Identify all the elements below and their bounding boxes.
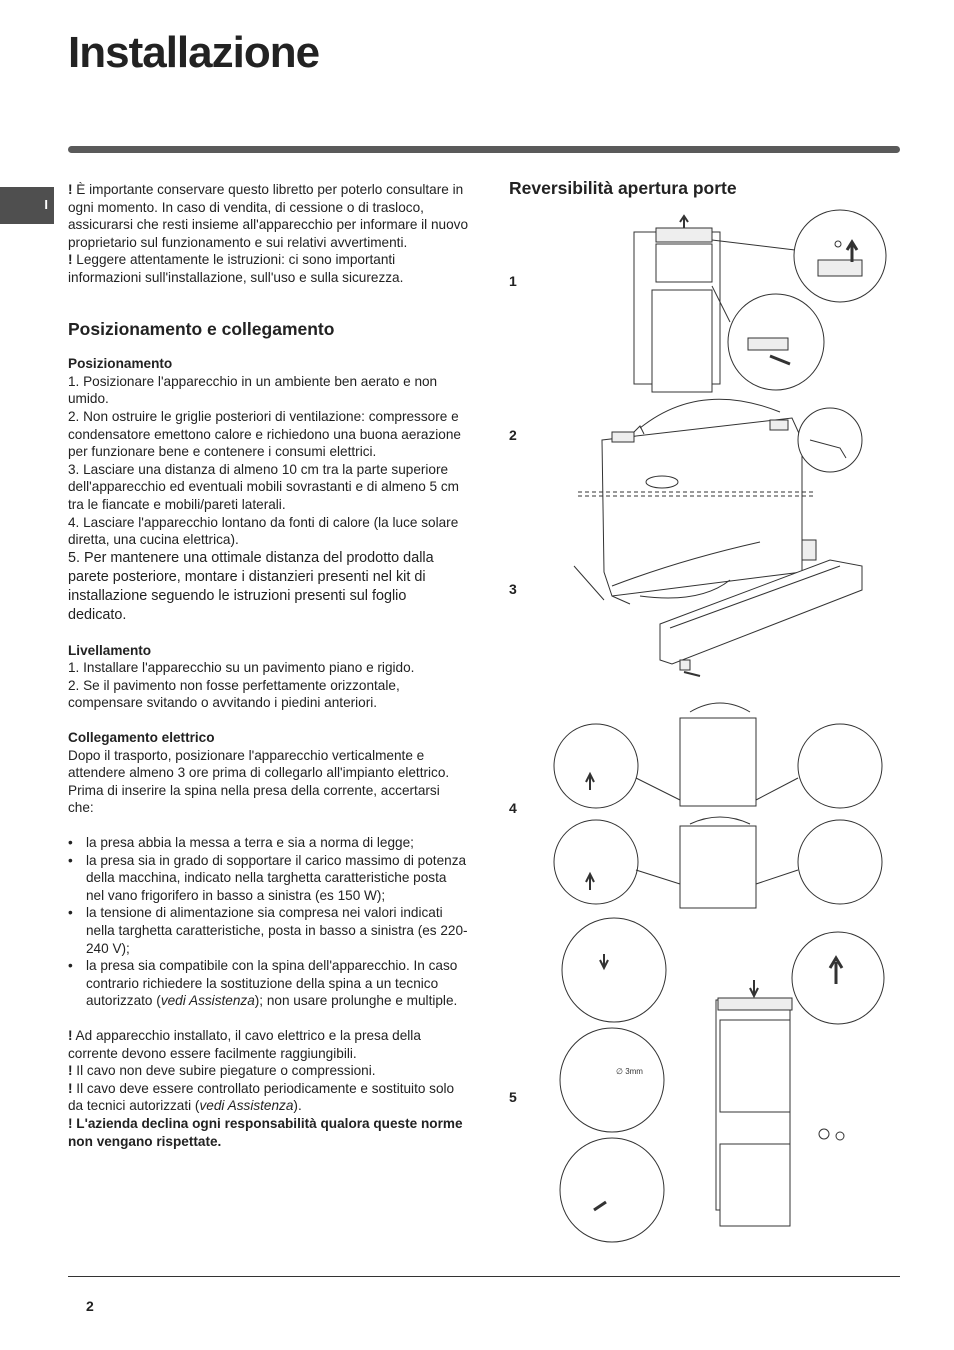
language-tab: I xyxy=(0,187,54,224)
step-number-5: 5 xyxy=(509,1089,517,1105)
step-number-2: 2 xyxy=(509,427,517,443)
positioning-step: 4. Lasciare l'apparecchio lontano da fonti di calore (la luce solare diretta, una cucina elettrica). xyxy=(68,514,459,548)
list-item: • la presa sia in grado di sopportare il carico massimo di potenza della macchina, indicato nella targhetta caratteristiche posta nel vano frigorifero in basso a sinistra (es 150 W); xyxy=(68,852,468,905)
warning-paragraph: ! Ad apparecchio installato, il cavo elettrico e la presa della corrente devono essere facilmente raggiungibili. xyxy=(68,1027,421,1061)
intro-paragraph-2: ! Leggere attentamente le istruzioni: ci sono importanti informazioni sull'installazione, sull'uso e sulla sicurezza. xyxy=(68,252,404,285)
left-column xyxy=(68,181,468,1150)
door-reversal-illustration xyxy=(540,200,890,1250)
positioning-step: 1. Posizionare l'apparecchio in un ambiente ben aerato e non umido. xyxy=(68,373,438,407)
warning-mark: ! xyxy=(68,1027,73,1043)
step-number-1: 1 xyxy=(509,273,517,289)
header-rule xyxy=(68,146,900,153)
warning-paragraph: ! Il cavo non deve subire piegature o compressioni. xyxy=(68,1063,376,1079)
warning-mark: ! xyxy=(68,1115,73,1131)
warning-mark: ! xyxy=(68,1080,73,1096)
leveling-steps xyxy=(68,659,468,712)
positioning-step: 2. Non ostruire le griglie posteriori di ventilazione: compressore e condensatore emettono calore e richiedono una buona aerazione per funzionare bene e contenere i consumi elettrici. xyxy=(68,408,461,460)
list-item: • la presa sia compatibile con la spina dell'apparecchio. In caso contrario richiedere la sostituzione della spina a un tecnico autorizzato (vedi Assistenza); non usare prolunghe e multiple. xyxy=(68,957,468,1010)
step-4-illustration xyxy=(554,703,882,908)
subsection-title-positioning: Posizionamento xyxy=(68,356,173,372)
electrical-intro: Dopo il trasporto, posizionare l'apparecchio verticalmente e attendere almeno 3 ore prima di collegarlo all'impianto elettrico. Prima di inserire la spina nella presa della corrente, accertarsi che: xyxy=(68,747,450,816)
list-item: • la tensione di alimentazione sia compresa nei valori indicati nella targhetta caratteristiche, posta in basso a sinistra (es 220-240 V); xyxy=(68,904,468,957)
list-item: • la presa abbia la messa a terra e sia a norma di legge; xyxy=(68,834,468,852)
step-5-illustration xyxy=(560,918,884,1242)
positioning-step: 3. Lasciare una distanza di almeno 10 cm tra la parte superiore dell'apparecchio ed eventuali mobili sovrastanti e di almeno 5 cm tra le fiancate e mobili/pareti laterali. xyxy=(68,461,459,512)
positioning-step: 5. Per mantenere una ottimale distanza del prodotto dalla parete posteriore, montare i distanzieri presenti nel kit di installazione seguendo le istruzioni presenti sul foglio dedicato. xyxy=(68,549,434,623)
page-title: Installazione xyxy=(68,28,320,77)
warning-mark: ! xyxy=(68,252,73,268)
section-title-positioning: Posizionamento e collegamento xyxy=(68,318,335,339)
warning-mark: ! xyxy=(68,182,73,197)
leveling-step: 1. Installare l'apparecchio su un pavimento piano e rigido. xyxy=(68,660,415,676)
step-number-4: 4 xyxy=(509,800,517,816)
subsection-title-electrical: Collegamento elettrico xyxy=(68,730,215,746)
positioning-steps xyxy=(68,373,468,625)
drill-size-label: ∅ 3mm xyxy=(616,1067,643,1076)
step-1-illustration xyxy=(634,210,886,392)
step-number-3: 3 xyxy=(509,581,517,597)
footer-rule xyxy=(68,1276,900,1277)
subsection-title-leveling: Livellamento xyxy=(68,642,152,658)
warning-paragraph: ! Il cavo deve essere controllato periodicamente e sostituito solo da tecnici autorizzati (vedi Assistenza). xyxy=(68,1080,455,1114)
warning-mark: ! xyxy=(68,1063,73,1079)
disclaimer-paragraph: ! L'azienda declina ogni responsabilità qualora queste norme non vengano rispettate. xyxy=(68,1115,463,1149)
electrical-checklist xyxy=(68,834,468,1010)
intro-paragraph-1: ! È importante conservare questo libretto per poterlo consultare in ogni momento. In caso di vendita, di cessione o di trasloco, assicurarsi che resti insieme all'apparecchio per informare il nuovo proprietario sul funzionamento e sui relativi avvertimenti. xyxy=(68,182,469,250)
page-number: 2 xyxy=(86,1298,94,1314)
section-title-reversibility: Reversibilità apertura porte xyxy=(509,178,737,198)
step-2-3-illustration xyxy=(574,399,862,676)
leveling-step: 2. Se il pavimento non fosse perfettamente orizzontale, compensare svitando o avvitando i piedini anteriori. xyxy=(68,677,400,711)
